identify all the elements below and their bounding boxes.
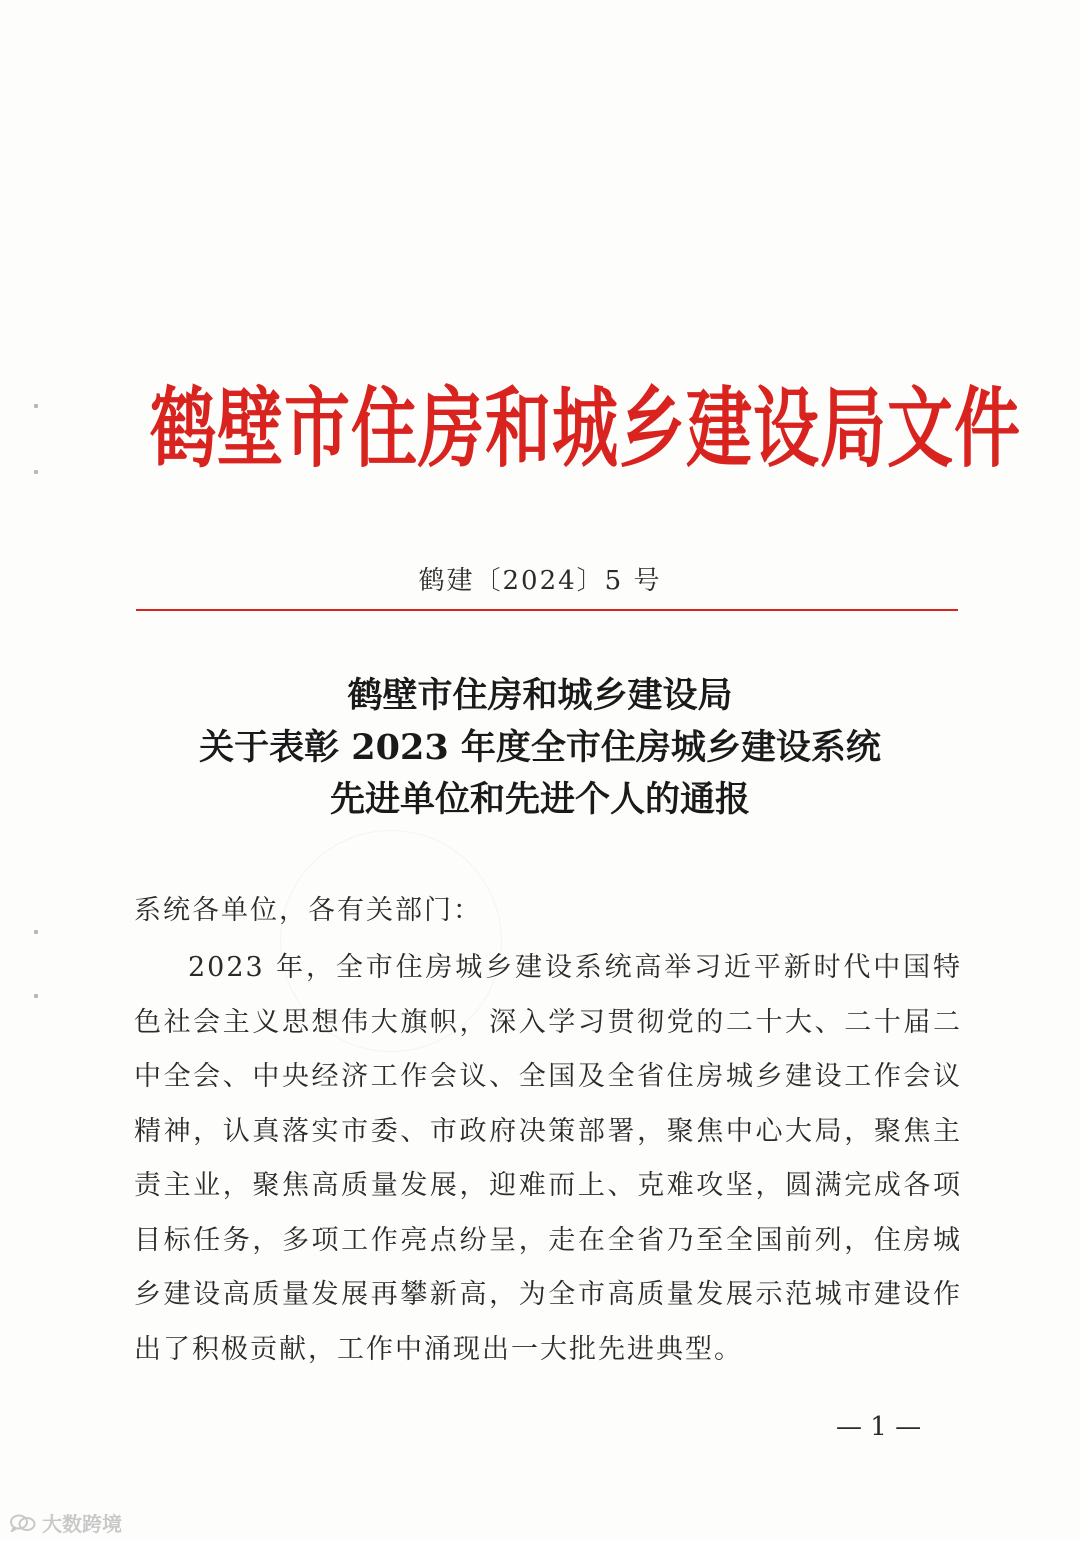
document-header-title: 鹤壁市住房和城乡建设局文件: [150, 376, 1021, 480]
scan-mark: [34, 404, 38, 408]
document-number: 鹤建〔2024〕5 号: [418, 566, 662, 596]
scan-mark: [34, 930, 38, 934]
watermark: [10, 1508, 122, 1537]
notice-title-line-3: 先进单位和先进个人的通报: [329, 779, 750, 820]
scan-mark: [34, 994, 38, 998]
salutation: 系统各单位，各有关部门：: [134, 895, 482, 926]
scan-mark: [34, 470, 38, 474]
chat-bubble-logo-icon: [10, 1514, 36, 1532]
body-paragraph: 2023 年，全市住房城乡建设系统高举习近平新时代中国特色社会主义思想伟大旗帜，深入学习贯彻党的二十大、二十届二中全会、中央经济工作会议、全国及全省住房城乡建设工作会议精神，认真落实市委、市政府决策部署，聚焦中心大局，聚焦主责主业，聚焦高质量发展，迎难而上、克难攻坚，圆满完成各项目标任务，多项工作亮点纷呈，走在全省乃至全国前列，住房城乡建设高质量发展再攀新高，为全市高质量发展示范城市建设作出了积极贡献，工作中涌现出一大批先进典型。: [134, 952, 962, 1365]
notice-title-line-2: 关于表彰 2023 年度全市住房城乡建设系统: [199, 727, 881, 768]
red-divider-line: [136, 609, 958, 611]
notice-title-line-1: 鹤壁市住房和城乡建设局: [347, 675, 733, 716]
watermark-text: 大数跨境: [42, 1512, 122, 1536]
notice-title: [0, 670, 1080, 826]
page-number: — 1 —: [836, 1412, 922, 1442]
